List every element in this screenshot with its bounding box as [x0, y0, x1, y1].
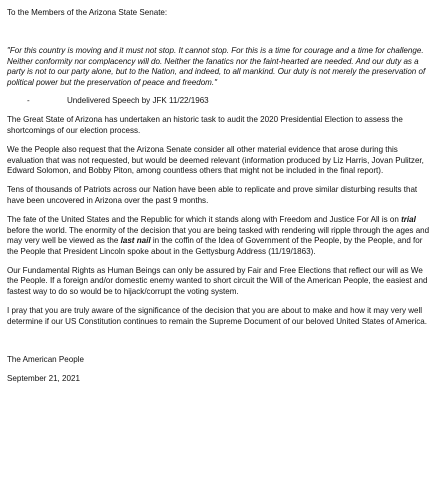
fate-text-b: before the world. The enormity of the decision that you are being tasked with rendering will ripple through the ages and may very well be viewed as the [7, 225, 430, 246]
paragraph-patriots: Tens of thousands of Patriots across our Nation have been able to replicate and prove similar disturbing results that have been uncovered in Arizona over the past 9 months. [7, 185, 418, 205]
paragraph-fundamental-rights: Our Fundamental Rights as Human Beings can only be assured by Fair and Free Elections that reflect our will as We the People. If a foreign and/or domestic enemy wanted to short circuit the Will of the American People, the easiest and fastest way to do so would be to hijack/corrupt the voting system. [7, 265, 428, 296]
letter-date: September 21, 2021 [7, 374, 80, 384]
paragraph-audit: The Great State of Arizona has undertaken an historic task to audit the 2020 Presidential Election to assess the shortcomings of our election process. [7, 115, 403, 135]
attribution-text: Undelivered Speech by JFK 11/22/1963 [67, 96, 209, 106]
fate-trial: trial [401, 215, 416, 225]
signature: The American People [7, 354, 84, 364]
paragraph-fate [7, 215, 435, 257]
fate-text-a: The fate of the United States and the Republic for which it stands along with Freedom and Justice For All is on [7, 215, 402, 225]
paragraph-prayer: I pray that you are truly aware of the significance of the decision that you are about to make and how it may very well determine if our US Constitution continues to remain the Supreme Document of our beloved United States of America. [7, 306, 427, 326]
salutation: To the Members of the Arizona State Senate: [7, 8, 168, 17]
paragraph-evidence-request: We the People also request that the Arizona Senate consider all other material evidence that arose during this evaluation that was not requested, but would be deemed relevant (information produced by Liz Harris, Jovan Pulitzer, Edward Solomon, and Bobby Piton, among countless others that might not be included in the final report). [7, 145, 424, 176]
fate-last-nail: last nail [120, 236, 151, 246]
attribution-dash: - [27, 96, 30, 106]
jfk-quote: "For this country is moving and it must not stop. It cannot stop. For this is a time for courage and a time for challenge. Neither conformity nor complacency will do. Neither the fanatics nor the faint-hearted are needed. And our duty as a party is not to our party alone, but to the Nation, and indeed, to all mankind. Our duty is not merely the preservation of political power but the preservation of peace and freedom." [7, 46, 426, 87]
quote-attribution [7, 96, 435, 106]
signature-spacer [7, 336, 435, 355]
fate-text-c: in the coffin of the Idea of Government of the People, by the People, and for the People that President Lincoln spoke about in the Gettysburg Address (11/19/1863). [7, 236, 423, 256]
